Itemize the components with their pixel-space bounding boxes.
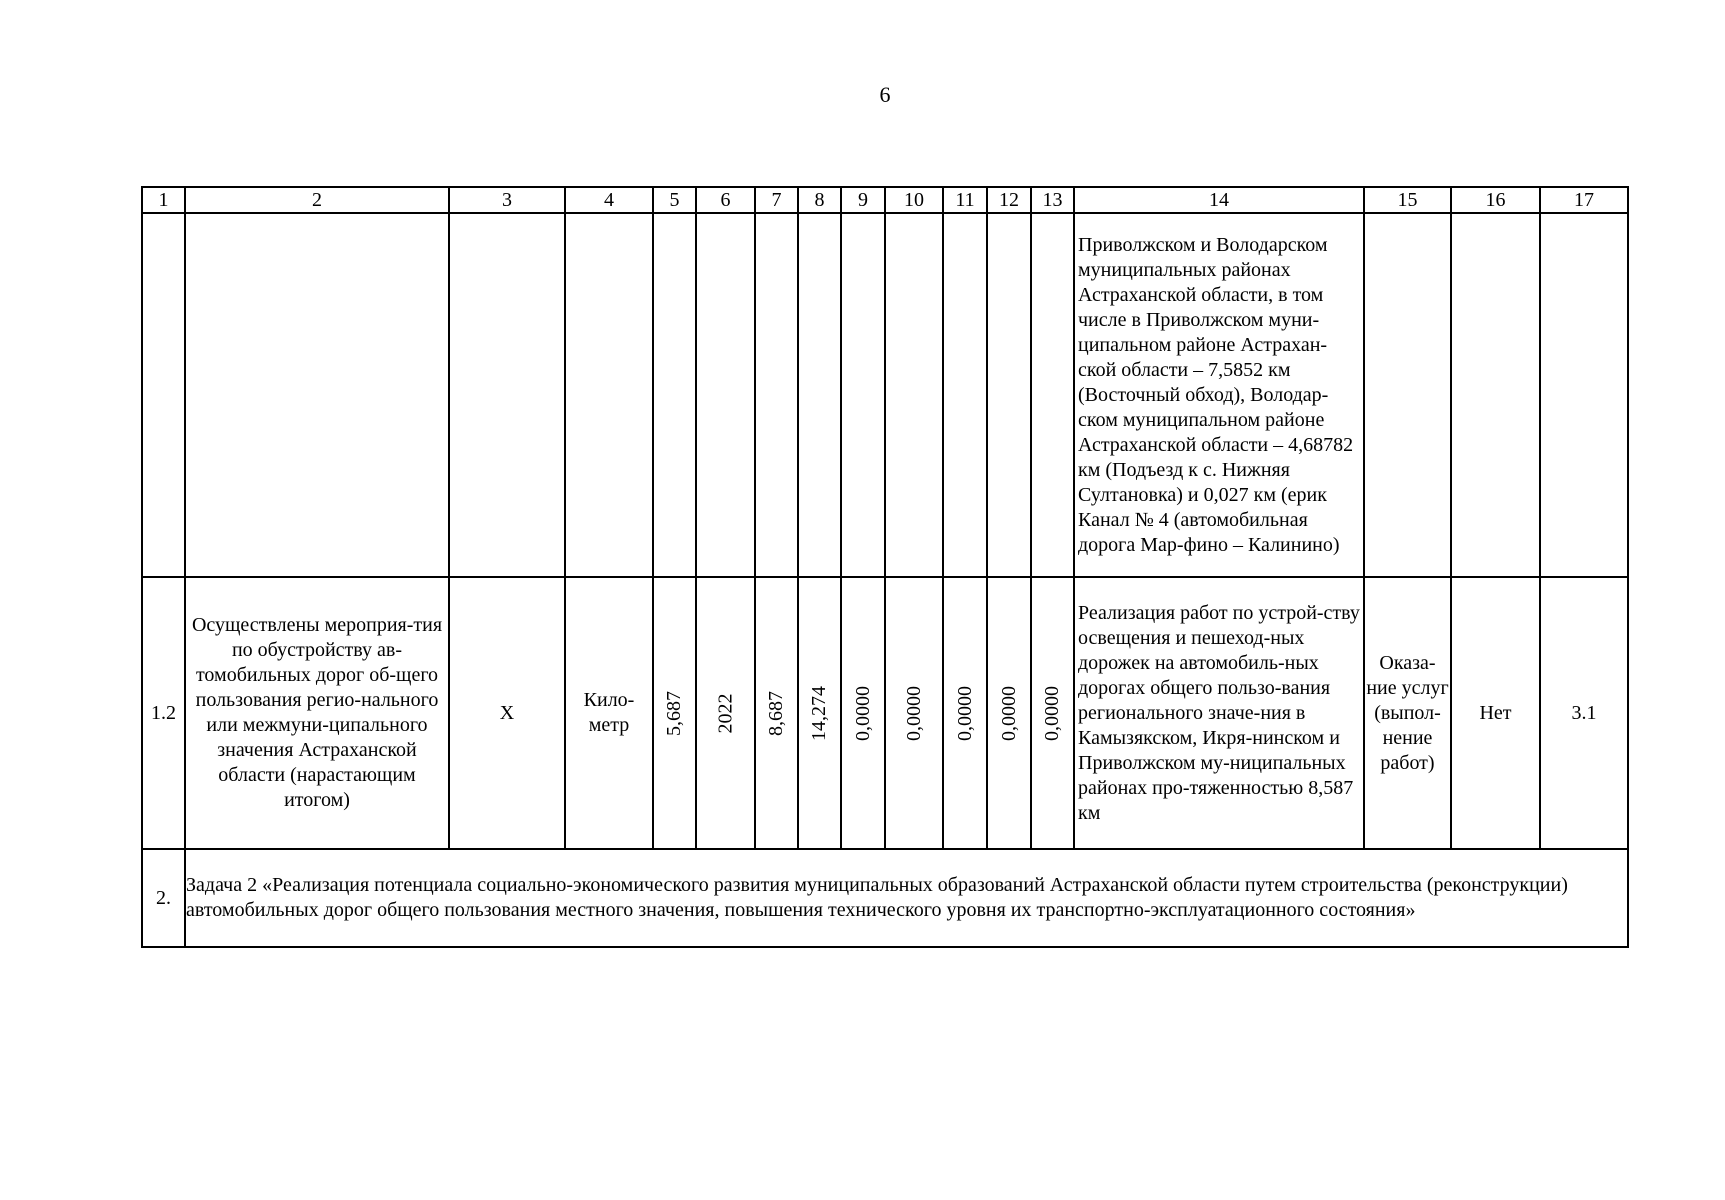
empty-cell bbox=[885, 213, 943, 577]
empty-cell bbox=[1451, 213, 1540, 577]
result-description-cell bbox=[1074, 577, 1364, 849]
column-number: 7 bbox=[755, 187, 798, 213]
data-table bbox=[141, 186, 1629, 948]
column-number: 16 bbox=[1451, 187, 1540, 213]
col7-value: 8,687 bbox=[765, 690, 787, 736]
result-description-cell bbox=[1074, 213, 1364, 577]
row-number: 2. bbox=[142, 849, 185, 947]
column-number: 6 bbox=[696, 187, 755, 213]
empty-cell bbox=[185, 213, 449, 577]
empty-cell bbox=[1540, 213, 1628, 577]
col6-value: 2022 bbox=[714, 693, 736, 733]
col11-cell bbox=[943, 577, 987, 849]
table-row-task-2 bbox=[142, 849, 1628, 947]
column-number: 10 bbox=[885, 187, 943, 213]
col9-cell bbox=[841, 577, 885, 849]
empty-cell bbox=[943, 213, 987, 577]
col13-value: 0,0000 bbox=[1041, 685, 1063, 741]
column-number: 14 bbox=[1074, 187, 1364, 213]
result-description: Приволжском и Володарском муниципальных районах Астраханской области, в том числе в Приволжском муни-ципальном районе Астрахан-ской области – 7,5852 км (Восточный обход), Володар-ском муниципальном районе Астраханской области – 4,68782 км (Подъезд к с. Нижняя Султановка) и 0,027 км (ерик Канал № 4 (автомобильная дорога Мар-фино – Калинино) bbox=[1078, 233, 1354, 556]
col6-cell bbox=[696, 577, 755, 849]
empty-cell bbox=[696, 213, 755, 577]
col12-cell bbox=[987, 577, 1031, 849]
empty-cell bbox=[987, 213, 1031, 577]
col3-value: Х bbox=[449, 577, 565, 849]
empty-cell bbox=[142, 213, 185, 577]
col8-cell bbox=[798, 577, 841, 849]
column-number: 9 bbox=[841, 187, 885, 213]
column-number: 12 bbox=[987, 187, 1031, 213]
col10-cell bbox=[885, 577, 943, 849]
result-type: Оказа-ние услуг (выпол-нение работ) bbox=[1364, 577, 1451, 849]
indicator-name: Осуществлены мероприя-тия по обустройству ав-томобильных дорог об-щего пользования регио-нального или межмуни-ципального значения Астраханской области (нарастающим итогом) bbox=[185, 577, 449, 849]
col7-cell bbox=[755, 577, 798, 849]
empty-cell bbox=[653, 213, 696, 577]
empty-cell bbox=[1031, 213, 1074, 577]
empty-cell bbox=[798, 213, 841, 577]
column-number: 15 bbox=[1364, 187, 1451, 213]
column-number: 4 bbox=[565, 187, 653, 213]
col5-cell bbox=[653, 577, 696, 849]
header-row bbox=[142, 187, 1628, 213]
table-row-continuation bbox=[142, 213, 1628, 577]
col11-value: 0,0000 bbox=[953, 685, 976, 741]
col16-value: Нет bbox=[1451, 577, 1540, 849]
col5-value: 5,687 bbox=[663, 690, 685, 736]
task-description: Задача 2 «Реализация потенциала социально-экономического развития муниципальных образований Астраханской области путем строительства (реконструкции) автомобильных дорог общего пользования местного значения, повышения технического уровня их транспортно-эксплуатационного состояния» bbox=[185, 849, 1628, 947]
column-number: 17 bbox=[1540, 187, 1628, 213]
col8-value: 14,274 bbox=[808, 685, 830, 741]
unit-of-measure: Кило-метр bbox=[565, 577, 653, 849]
empty-cell bbox=[755, 213, 798, 577]
column-number: 13 bbox=[1031, 187, 1074, 213]
empty-cell bbox=[449, 213, 565, 577]
column-number: 11 bbox=[943, 187, 987, 213]
row-number: 1.2 bbox=[142, 577, 185, 849]
column-number: 2 bbox=[185, 187, 449, 213]
col17-value: 3.1 bbox=[1540, 577, 1628, 849]
empty-cell bbox=[565, 213, 653, 577]
col9-value: 0,0000 bbox=[851, 685, 874, 741]
page-number: 6 bbox=[879, 82, 891, 107]
empty-cell bbox=[841, 213, 885, 577]
column-number: 1 bbox=[142, 187, 185, 213]
table-row-1-2 bbox=[142, 577, 1628, 849]
column-number: 3 bbox=[449, 187, 565, 213]
column-number: 5 bbox=[653, 187, 696, 213]
result-description: Реализация работ по устрой-ству освещения и пешеход-ных дорожек на автомобиль-ных дорогах общего пользо-вания регионального значе-ния в Камызякском, Икря-нинском и Приволжском му-ниципальных районах про-тяженностью 8,587 км bbox=[1078, 601, 1360, 824]
col10-value: 0,0000 bbox=[902, 685, 925, 741]
empty-cell bbox=[1364, 213, 1451, 577]
col13-cell bbox=[1031, 577, 1074, 849]
col12-value: 0,0000 bbox=[997, 685, 1020, 741]
column-number: 8 bbox=[798, 187, 841, 213]
